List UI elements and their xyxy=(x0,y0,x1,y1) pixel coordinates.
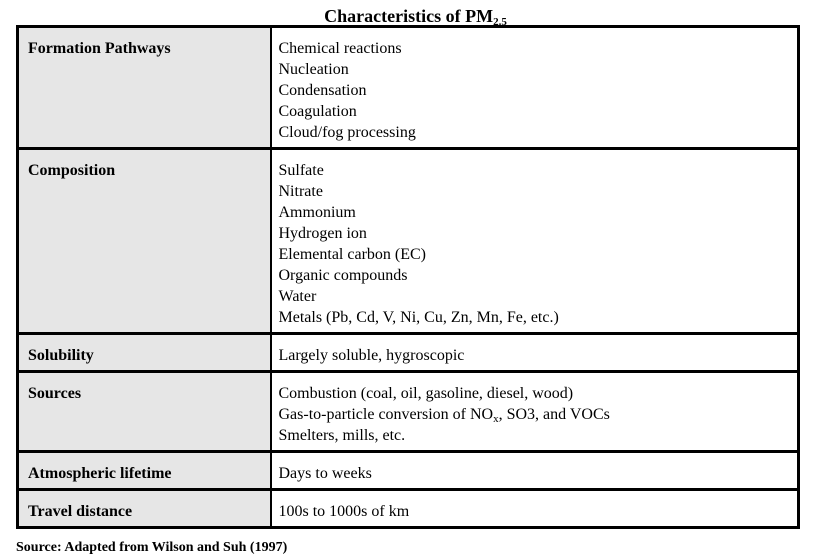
value-line xyxy=(279,160,797,181)
value-line-text: Elemental carbon (EC) xyxy=(278,246,426,263)
value-line-text: Chemical reactions xyxy=(278,40,402,57)
value-line-text: Nucleation xyxy=(278,61,349,78)
value-line-text: Smelters, mills, etc. xyxy=(278,427,406,444)
row-value-cell xyxy=(271,149,799,334)
row-label: Formation Pathways xyxy=(18,27,271,149)
value-line xyxy=(279,223,797,244)
value-line xyxy=(279,501,797,522)
value-line-text: Days to weeks xyxy=(278,465,372,482)
source-note: Source: Adapted from Wilson and Suh (1997) xyxy=(16,540,288,555)
row-value-cell xyxy=(271,334,799,372)
value-line-text: Cloud/fog processing xyxy=(278,124,416,141)
characteristics-table-wrapper xyxy=(16,25,797,529)
value-line-text: Condensation xyxy=(278,82,367,99)
value-line-text-after: , SO3, and VOCs xyxy=(498,406,610,423)
table-title xyxy=(0,5,831,27)
table-title-subscript: 2.5 xyxy=(493,16,507,28)
value-line xyxy=(279,307,797,328)
row-label: Solubility xyxy=(18,334,271,372)
row-label: Sources xyxy=(18,372,271,452)
table-row xyxy=(18,452,799,490)
row-value-cell xyxy=(271,372,799,452)
value-line-text: Sulfate xyxy=(278,162,324,179)
value-line xyxy=(279,244,797,265)
value-line-text: Gas-to-particle conversion of NO xyxy=(278,406,494,423)
row-value-cell xyxy=(271,452,799,490)
table-body xyxy=(18,27,799,528)
value-line xyxy=(279,345,797,366)
table-row xyxy=(18,372,799,452)
row-label: Travel distance xyxy=(18,490,271,528)
value-line-text: Water xyxy=(278,288,317,305)
value-line xyxy=(279,404,797,425)
value-line xyxy=(279,383,797,404)
row-label: Atmospheric lifetime xyxy=(18,452,271,490)
table-row xyxy=(18,334,799,372)
row-label: Composition xyxy=(18,149,271,334)
value-line xyxy=(279,101,797,122)
value-line xyxy=(279,463,797,484)
value-line-text: Coagulation xyxy=(278,103,357,120)
value-line xyxy=(279,38,797,59)
row-value-cell xyxy=(271,490,799,528)
characteristics-table xyxy=(16,25,800,529)
value-line-text: 100s to 1000s of km xyxy=(278,503,410,520)
table-row xyxy=(18,490,799,528)
value-line xyxy=(279,80,797,101)
value-line xyxy=(279,59,797,80)
value-line-subscript: x xyxy=(493,413,499,425)
table-row xyxy=(18,27,799,149)
value-line-text: Largely soluble, hygroscopic xyxy=(278,347,465,364)
value-line-text: Combustion (coal, oil, gasoline, diesel, wood) xyxy=(278,385,574,402)
value-line xyxy=(279,286,797,307)
value-line xyxy=(279,181,797,202)
value-line-text: Metals (Pb, Cd, V, Ni, Cu, Zn, Mn, Fe, etc.) xyxy=(278,309,559,326)
value-line-text: Ammonium xyxy=(278,204,356,221)
value-line-text: Hydrogen ion xyxy=(278,225,367,242)
row-value-cell xyxy=(271,27,799,149)
value-line xyxy=(279,202,797,223)
value-line xyxy=(279,265,797,286)
value-line-text: Organic compounds xyxy=(278,267,408,284)
value-line-text: Nitrate xyxy=(278,183,323,200)
value-line xyxy=(279,425,797,446)
table-row xyxy=(18,149,799,334)
table-title-text: Characteristics of PM xyxy=(324,6,494,26)
value-line xyxy=(279,122,797,143)
